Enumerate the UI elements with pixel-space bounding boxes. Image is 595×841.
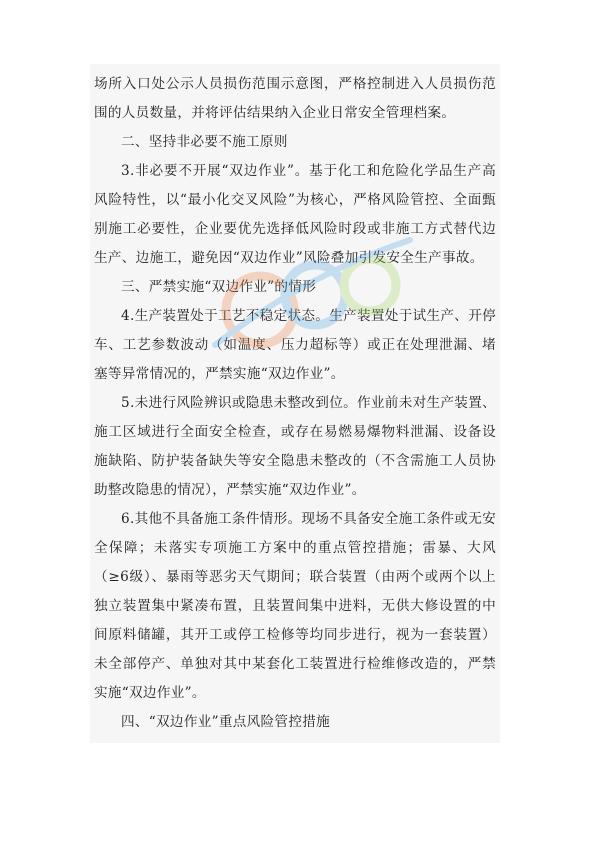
paragraph-item-5: 5.未进行风险辨识或隐患未整改到位。作业前未对生产装置、施工区域进行全面安全检查，或存在易燃易爆物料泄漏、设备设施缺陷、防护装备缺失等安全隐患未整改的（不含需施工人员协助整改隐患的情况），严禁实施“双边作业”。	[94, 395, 496, 498]
paragraph-item-3: 3.非必要不开展“双边作业”。基于化工和危险化学品生产高风险特性，以“最小化交叉风险”为核心，严格风险管控、全面甄别施工必要性，企业要优先选择低风险时段或非施工方式替代边生产、边施工，避免因“双边作业”风险叠加引发安全生产事故。	[94, 163, 496, 266]
paragraph-0: 场所入口处公示人员损伤范围示意图，严格控制进入人员损伤范围的人员数量，并将评估结果纳入企业日常安全管理档案。	[94, 76, 496, 121]
section-heading-4: 四、“双边作业”重点风险管控措施	[121, 714, 331, 730]
section-heading-2: 二、坚持非必要不施工原则	[121, 134, 288, 150]
document-body	[90, 64, 500, 743]
section-heading-3: 三、严禁实施“双边作业”的情形	[121, 279, 317, 295]
paragraph-item-6: 6.其他不具备施工条件情形。现场不具备安全施工条件或无安全保障；未落实专项施工方案中的重点管控措施；雷暴、大风（≥6级）、暴雨等恶劣天气期间；联合装置（由两个或两个以上独立装置集中紧凑布置，且装置间集中进料，无供大修设置的中间原料储罐，其开工或停工检修等均同步进行，视为一套装置）未全部停产、单独对其中某套化工装置进行检维修改造的，严禁实施“双边作业”。	[94, 511, 496, 701]
paragraph-item-4: 4.生产装置处于工艺不稳定状态。生产装置处于试生产、开停车、工艺参数波动（如温度、压力超标等）或正在处理泄漏、堵塞等异常情况的，严禁实施“双边作业”。	[94, 308, 496, 382]
